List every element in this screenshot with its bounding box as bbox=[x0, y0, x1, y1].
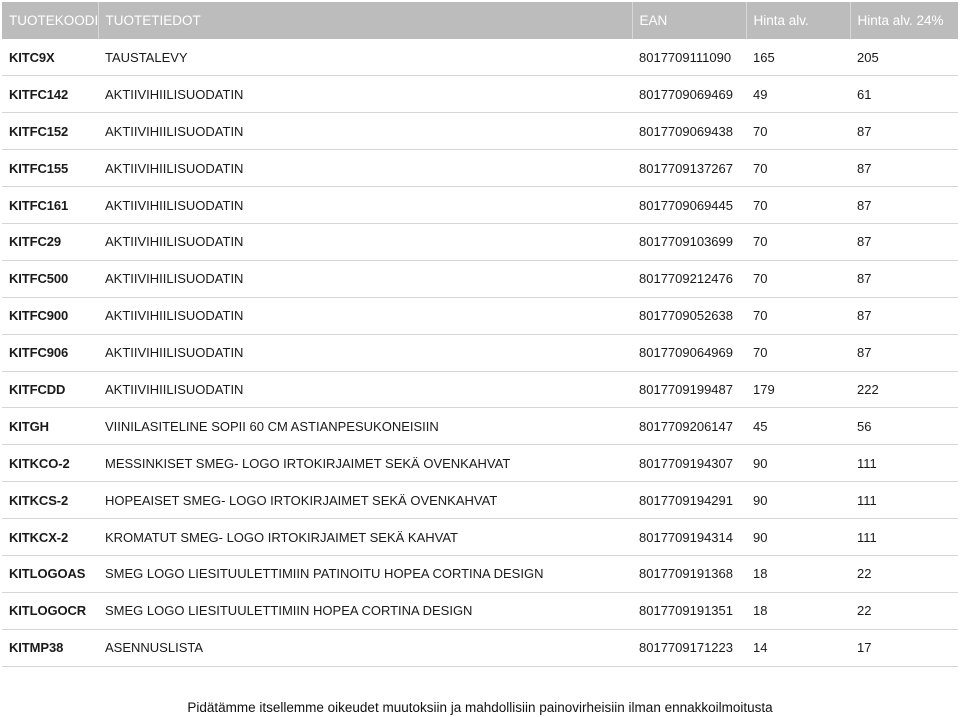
product-price-net: 179 bbox=[753, 381, 775, 397]
header-description: TUOTETIEDOT bbox=[98, 2, 632, 39]
product-ean: 8017709111090 bbox=[639, 49, 732, 65]
product-code: KITKCS-2 bbox=[9, 492, 69, 508]
product-code: KITFC500 bbox=[9, 271, 69, 287]
header-price-net: Hinta alv. bbox=[746, 2, 850, 39]
product-price-vat: 87 bbox=[857, 271, 872, 287]
table-row bbox=[2, 150, 958, 187]
header-code: TUOTEKOODI bbox=[2, 2, 98, 39]
product-code: KITKCO-2 bbox=[9, 455, 70, 471]
product-code: KITFC161 bbox=[9, 197, 69, 213]
product-price-vat: 22 bbox=[857, 603, 872, 619]
product-ean: 8017709171223 bbox=[639, 640, 733, 656]
product-code: KITMP38 bbox=[9, 640, 64, 656]
table-row bbox=[2, 629, 958, 666]
product-price-net: 70 bbox=[753, 197, 768, 213]
table-row bbox=[2, 555, 958, 592]
product-price-vat: 87 bbox=[857, 345, 872, 361]
product-code: KITKCX-2 bbox=[9, 529, 69, 545]
product-price-vat: 111 bbox=[857, 455, 877, 471]
table-row bbox=[2, 223, 958, 260]
disclaimer-footer: Pidätämme itsellemme oikeudet muutoksiin ja mahdollisiin painovirheisiin ilman ennakkoilmoitusta bbox=[187, 700, 773, 715]
product-description: HOPEAISET SMEG- LOGO IRTOKIRJAIMET SEKÄ OVENKAHVAT bbox=[105, 492, 498, 508]
product-description: AKTIIVIHIILISUODATIN bbox=[105, 234, 244, 250]
header-price-vat: Hinta alv. 24% bbox=[857, 13, 944, 28]
table-row bbox=[2, 76, 958, 113]
product-description: AKTIIVIHIILISUODATIN bbox=[105, 86, 244, 102]
product-price-vat: 61 bbox=[857, 86, 872, 102]
product-ean: 8017709052638 bbox=[639, 308, 733, 324]
product-price-vat: 87 bbox=[857, 160, 872, 176]
product-description: TAUSTALEVY bbox=[105, 49, 188, 65]
product-code: KITFC29 bbox=[9, 234, 62, 250]
product-ean: 8017709191351 bbox=[639, 603, 733, 619]
product-ean: 8017709194314 bbox=[639, 529, 733, 545]
product-price-vat: 87 bbox=[857, 234, 872, 250]
product-price-net: 70 bbox=[753, 123, 768, 139]
product-ean: 8017709194307 bbox=[639, 455, 733, 471]
product-ean: 8017709191368 bbox=[639, 566, 733, 582]
product-description: SMEG LOGO LIESITUULETTIMIIN PATINOITU HOPEA CORTINA DESIGN bbox=[105, 566, 544, 582]
product-code: KITFC152 bbox=[9, 123, 69, 139]
product-description: SMEG LOGO LIESITUULETTIMIIN HOPEA CORTINA DESIGN bbox=[105, 603, 473, 619]
table-row bbox=[2, 260, 958, 297]
product-description: AKTIIVIHIILISUODATIN bbox=[105, 160, 244, 176]
table-body bbox=[2, 39, 958, 666]
product-ean: 8017709206147 bbox=[639, 418, 733, 434]
product-price-net: 14 bbox=[753, 640, 768, 656]
product-description: AKTIIVIHIILISUODATIN bbox=[105, 271, 244, 287]
product-price-vat: 111 bbox=[857, 492, 877, 508]
table-row bbox=[2, 334, 958, 371]
product-description: KROMATUT SMEG- LOGO IRTOKIRJAIMET SEKÄ KAHVAT bbox=[105, 529, 458, 545]
product-code: KITFC142 bbox=[9, 86, 69, 102]
product-ean: 8017709212476 bbox=[639, 271, 733, 287]
product-price-net: 165 bbox=[753, 49, 775, 65]
product-description: AKTIIVIHIILISUODATIN bbox=[105, 345, 244, 361]
header-row bbox=[2, 2, 958, 39]
price-table bbox=[2, 2, 958, 667]
table-row bbox=[2, 482, 958, 519]
product-price-net: 18 bbox=[753, 566, 768, 582]
product-price-vat: 56 bbox=[857, 418, 872, 434]
product-description: AKTIIVIHIILISUODATIN bbox=[105, 308, 244, 324]
product-description: ASENNUSLISTA bbox=[105, 640, 204, 656]
product-price-vat: 87 bbox=[857, 123, 872, 139]
table-row bbox=[2, 519, 958, 556]
product-code: KITC9X bbox=[9, 49, 55, 65]
product-code: KITLOGOAS bbox=[9, 566, 86, 582]
product-description: MESSINKISET SMEG- LOGO IRTOKIRJAIMET SEKÄ OVENKAHVAT bbox=[105, 455, 511, 471]
table-header bbox=[2, 2, 958, 39]
header-ean: EAN bbox=[632, 2, 746, 39]
product-price-net: 18 bbox=[753, 603, 768, 619]
table-row bbox=[2, 187, 958, 224]
product-price-net: 70 bbox=[753, 234, 768, 250]
table-row bbox=[2, 592, 958, 629]
table-row bbox=[2, 39, 958, 76]
product-code: KITLOGOCR bbox=[9, 603, 87, 619]
product-price-vat: 222 bbox=[857, 381, 879, 397]
price-list-sheet bbox=[2, 2, 958, 667]
product-price-vat: 17 bbox=[857, 640, 872, 656]
product-ean: 8017709194291 bbox=[639, 492, 733, 508]
product-description: VIINILASITELINE SOPII 60 CM ASTIANPESUKONEISIIN bbox=[105, 418, 439, 434]
product-price-net: 49 bbox=[753, 86, 768, 102]
product-price-vat: 87 bbox=[857, 308, 872, 324]
product-code: KITFCDD bbox=[9, 381, 66, 397]
table-row bbox=[2, 371, 958, 408]
product-price-net: 70 bbox=[753, 271, 768, 287]
product-description: AKTIIVIHIILISUODATIN bbox=[105, 197, 244, 213]
product-ean: 8017709069469 bbox=[639, 86, 733, 102]
product-ean: 8017709069438 bbox=[639, 123, 733, 139]
product-ean: 8017709199487 bbox=[639, 381, 733, 397]
product-code: KITGH bbox=[9, 418, 49, 434]
product-price-net: 70 bbox=[753, 308, 768, 324]
product-price-net: 90 bbox=[753, 492, 768, 508]
product-description: AKTIIVIHIILISUODATIN bbox=[105, 381, 244, 397]
table-row bbox=[2, 445, 958, 482]
product-price-net: 90 bbox=[753, 529, 768, 545]
table-row bbox=[2, 113, 958, 150]
product-code: KITFC900 bbox=[9, 308, 69, 324]
product-price-vat: 205 bbox=[857, 49, 879, 65]
product-ean: 8017709064969 bbox=[639, 345, 733, 361]
table-row bbox=[2, 408, 958, 445]
product-code: KITFC155 bbox=[9, 160, 69, 176]
product-price-net: 70 bbox=[753, 345, 768, 361]
table-row bbox=[2, 297, 958, 334]
product-price-net: 45 bbox=[753, 418, 768, 434]
product-price-vat: 22 bbox=[857, 566, 872, 582]
product-code: KITFC906 bbox=[9, 345, 69, 361]
product-price-net: 90 bbox=[753, 455, 768, 471]
product-description: AKTIIVIHIILISUODATIN bbox=[105, 123, 244, 139]
product-ean: 8017709103699 bbox=[639, 234, 733, 250]
product-ean: 8017709137267 bbox=[639, 160, 733, 176]
product-ean: 8017709069445 bbox=[639, 197, 733, 213]
product-price-net: 70 bbox=[753, 160, 768, 176]
product-price-vat: 87 bbox=[857, 197, 872, 213]
product-price-vat: 111 bbox=[857, 529, 877, 545]
